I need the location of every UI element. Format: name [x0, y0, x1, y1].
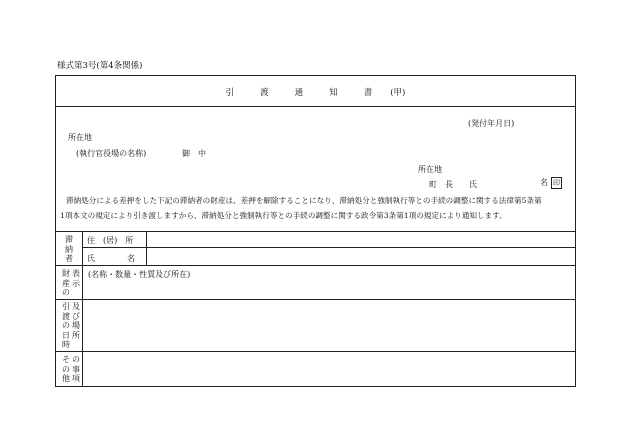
label-char: の [62, 321, 70, 330]
label-char: 者 [65, 254, 73, 263]
column-divider [146, 231, 147, 265]
name-char: 名 [540, 178, 548, 187]
name-field-label: 氏 名 [87, 254, 135, 263]
title-char: 引 [225, 88, 235, 98]
addressee-address-label: 所在地 [68, 133, 92, 142]
label-char: 引 [62, 302, 70, 311]
addressee-honorific: 御 中 [182, 149, 206, 158]
row-divider [56, 299, 575, 300]
delivery-label [71, 302, 81, 340]
column-divider [82, 231, 83, 386]
seal-icon: 印 [553, 179, 560, 187]
label-char: 項 [72, 374, 80, 383]
body-text-line-1: 滞納処分による差押をした下記の滞納者の財産は、差押を解除することになり、滞納処分と強制執行等との手続の調整に関する法律第5条第 [66, 196, 542, 205]
row-divider [56, 351, 575, 352]
sender-address-label: 所在地 [418, 165, 442, 174]
title-char: 渡 [260, 88, 269, 98]
label-char: び [72, 311, 80, 321]
label-char: そ [62, 355, 70, 364]
property-description-note: (名称・数量・性質及び所在) [88, 270, 191, 279]
delivery-label [61, 302, 71, 350]
row-divider [56, 265, 575, 266]
table-top-border [56, 231, 575, 232]
other-matters-label [71, 355, 81, 384]
form-number-label: 様式第3号(第4条関係) [57, 61, 143, 71]
property-label [71, 269, 81, 288]
address-field-label: 住 (居) 所 [87, 236, 134, 245]
label-char: 財 [62, 269, 70, 278]
label-char: 所 [72, 330, 80, 340]
label-char: 納 [65, 244, 73, 254]
document-title [56, 86, 575, 98]
mayor-label: 町 長 氏 [429, 180, 477, 189]
title-char: 知 [329, 88, 338, 98]
label-char: 滞 [65, 235, 73, 244]
label-char: 渡 [62, 311, 70, 321]
label-char: の [62, 288, 70, 297]
label-char: 及 [72, 302, 80, 311]
label-char: 示 [72, 278, 80, 288]
title-char: 通 [294, 88, 304, 98]
label-char: の [72, 355, 80, 364]
execution-office-name: (執行官役場の名称) [76, 149, 147, 158]
label-char: 場 [72, 321, 80, 330]
label-char: の [62, 364, 70, 374]
other-matters-label [61, 355, 71, 384]
label-char: 表 [72, 269, 80, 278]
title-char: 書 [363, 88, 373, 98]
label-char: 時 [62, 340, 70, 349]
label-char: 日 [62, 330, 70, 340]
sender-name-label [540, 177, 562, 189]
issue-date-label: (発付年月日) [468, 119, 515, 128]
label-char: 産 [62, 278, 70, 288]
notice-form [55, 75, 576, 387]
label-char: 事 [72, 364, 80, 374]
label-char: 他 [62, 374, 70, 383]
body-text-line-2: 1項本文の規定により引き渡しますから、滞納処分と強制執行等との手続の調整に関する政令第3条第1項の規定により通知します。 [60, 211, 507, 220]
title-suffix: (甲) [390, 88, 406, 98]
row-divider [82, 247, 575, 248]
property-label [61, 269, 71, 298]
title-row [56, 76, 575, 107]
delinquent-label [64, 235, 74, 264]
